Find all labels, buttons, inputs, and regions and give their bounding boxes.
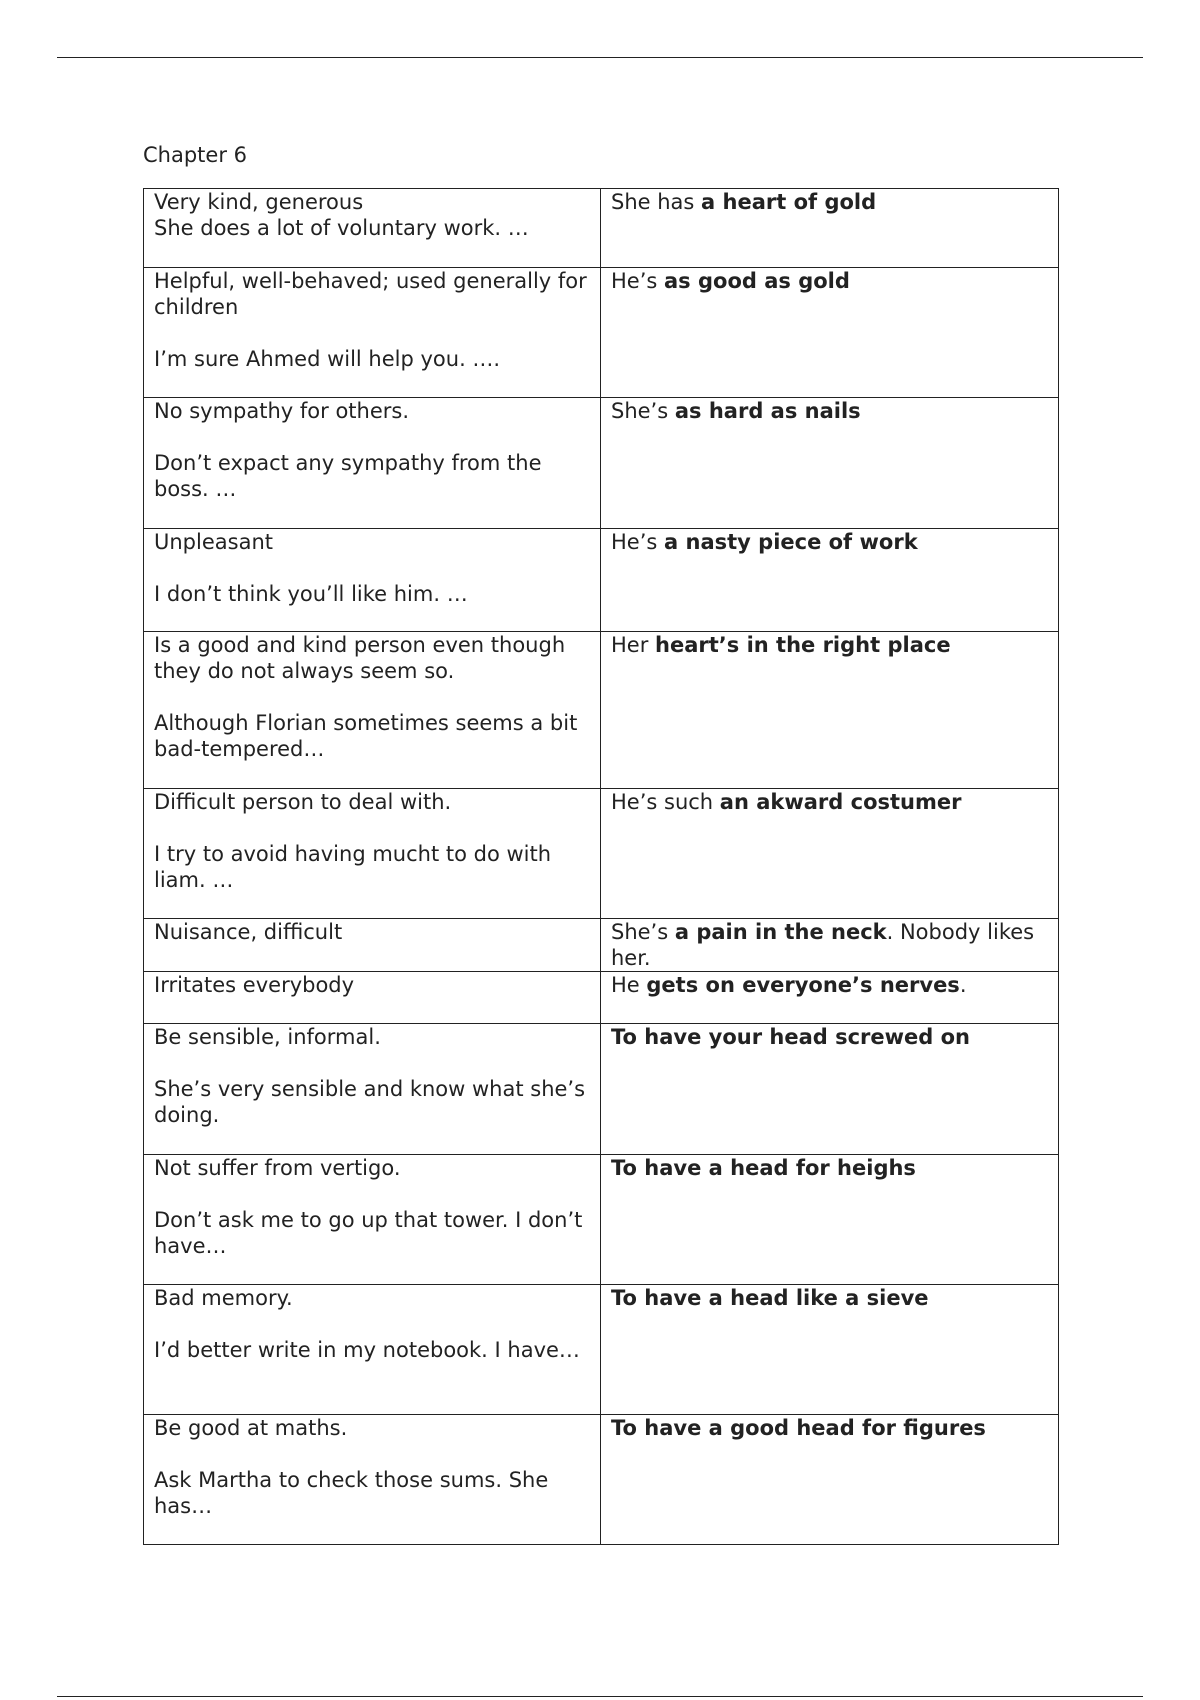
paragraph-gap <box>154 1441 590 1467</box>
idiom-prefix: She’s <box>611 920 675 944</box>
idiom-cell <box>601 632 1059 789</box>
meaning-cell <box>144 189 601 268</box>
idiom-cell <box>601 972 1059 1024</box>
meaning-cell <box>144 529 601 632</box>
idiom-suffix: . <box>959 973 967 997</box>
idiom-prefix: He <box>611 973 647 997</box>
idiom-table <box>143 188 1059 1545</box>
idiom-table-body <box>144 189 1059 1545</box>
idiom-phrase: as hard as nails <box>674 399 861 423</box>
table-row <box>144 919 1059 972</box>
idiom-phrase: a pain in the neck <box>674 920 887 944</box>
meaning-text: Unpleasant <box>154 530 273 554</box>
meaning-text: Very kind, generous <box>154 190 364 214</box>
paragraph-gap <box>154 424 590 450</box>
idiom-phrase: To have a good head for figures <box>611 1416 986 1440</box>
idiom-cell <box>601 1155 1059 1285</box>
meaning-text: Irritates everybody <box>154 973 355 997</box>
idiom-phrase: To have a head like a sieve <box>611 1286 929 1310</box>
meaning-text: Be good at maths. <box>154 1416 348 1440</box>
meaning-text: Difficult person to deal with. <box>154 790 452 814</box>
meaning-cell <box>144 632 601 789</box>
meaning-text: Bad memory. <box>154 1286 293 1310</box>
meaning-text: Helpful, well-behaved; used generally for children <box>154 269 587 319</box>
idiom-prefix: He’s <box>611 269 665 293</box>
table-row <box>144 268 1059 398</box>
idiom-phrase: a heart of gold <box>701 190 877 214</box>
idiom-prefix: She has <box>611 190 702 214</box>
idiom-cell <box>601 1285 1059 1415</box>
meaning-cell <box>144 1024 601 1155</box>
meaning-text: Be sensible, informal. <box>154 1025 381 1049</box>
example-sentence: I try to avoid having mucht to do with liam. … <box>154 842 552 892</box>
paragraph-gap <box>154 320 590 346</box>
idiom-phrase: a nasty piece of work <box>664 530 918 554</box>
meaning-text: Not suffer from vertigo. <box>154 1156 401 1180</box>
idiom-cell <box>601 398 1059 529</box>
meaning-text: Nuisance, difficult <box>154 920 343 944</box>
idiom-cell <box>601 919 1059 972</box>
meaning-cell <box>144 268 601 398</box>
meaning-cell <box>144 789 601 919</box>
meaning-cell <box>144 1285 601 1415</box>
footer-rule <box>57 1696 1143 1697</box>
table-row <box>144 1155 1059 1285</box>
example-sentence: Don’t ask me to go up that tower. I don’t have… <box>154 1208 583 1258</box>
table-row <box>144 789 1059 919</box>
idiom-cell <box>601 1024 1059 1155</box>
table-row <box>144 1285 1059 1415</box>
idiom-prefix: He’s such <box>611 790 720 814</box>
idiom-prefix: He’s <box>611 530 665 554</box>
meaning-cell <box>144 919 601 972</box>
idiom-phrase: To have a head for heighs <box>611 1156 916 1180</box>
example-sentence: She’s very sensible and know what she’s doing. <box>154 1077 586 1127</box>
meaning-cell <box>144 398 601 529</box>
idiom-prefix: Her <box>611 633 656 657</box>
idiom-suffix: . Nobody likes her. <box>611 920 1035 970</box>
table-row <box>144 632 1059 789</box>
paragraph-gap <box>154 555 590 581</box>
idiom-prefix: She’s <box>611 399 675 423</box>
meaning-text: No sympathy for others. <box>154 399 410 423</box>
table-row <box>144 189 1059 268</box>
example-sentence: Don’t expact any sympathy from the boss. … <box>154 451 542 501</box>
idiom-cell <box>601 1415 1059 1545</box>
table-row <box>144 972 1059 1024</box>
idiom-phrase: gets on everyone’s nerves <box>646 973 960 997</box>
table-row <box>144 1415 1059 1545</box>
meaning-cell <box>144 972 601 1024</box>
idiom-cell <box>601 189 1059 268</box>
example-sentence: Although Florian sometimes seems a bit bad-tempered… <box>154 711 578 761</box>
meaning-cell <box>144 1415 601 1545</box>
idiom-phrase: heart’s in the right place <box>655 633 951 657</box>
example-sentence: I don’t think you’ll like him. … <box>154 582 468 606</box>
idiom-phrase: To have your head screwed on <box>611 1025 970 1049</box>
idiom-cell <box>601 529 1059 632</box>
paragraph-gap <box>154 1311 590 1337</box>
paragraph-gap <box>154 815 590 841</box>
paragraph-gap <box>154 684 590 710</box>
table-row <box>144 398 1059 529</box>
table-row <box>144 529 1059 632</box>
idiom-cell <box>601 268 1059 398</box>
meaning-cell <box>144 1155 601 1285</box>
idiom-phrase: an akward costumer <box>719 790 962 814</box>
paragraph-gap <box>154 1050 590 1076</box>
example-sentence: She does a lot of voluntary work. … <box>154 216 529 240</box>
chapter-title: Chapter 6 <box>143 143 247 167</box>
meaning-text: Is a good and kind person even though they do not always seem so. <box>154 633 566 683</box>
table-row <box>144 1024 1059 1155</box>
example-sentence: I’d better write in my notebook. I have… <box>154 1338 580 1362</box>
idiom-cell <box>601 789 1059 919</box>
idiom-phrase: as good as gold <box>664 269 850 293</box>
header-rule <box>57 57 1143 58</box>
paragraph-gap <box>154 1181 590 1207</box>
example-sentence: Ask Martha to check those sums. She has… <box>154 1468 549 1518</box>
example-sentence: I’m sure Ahmed will help you. …. <box>154 347 501 371</box>
